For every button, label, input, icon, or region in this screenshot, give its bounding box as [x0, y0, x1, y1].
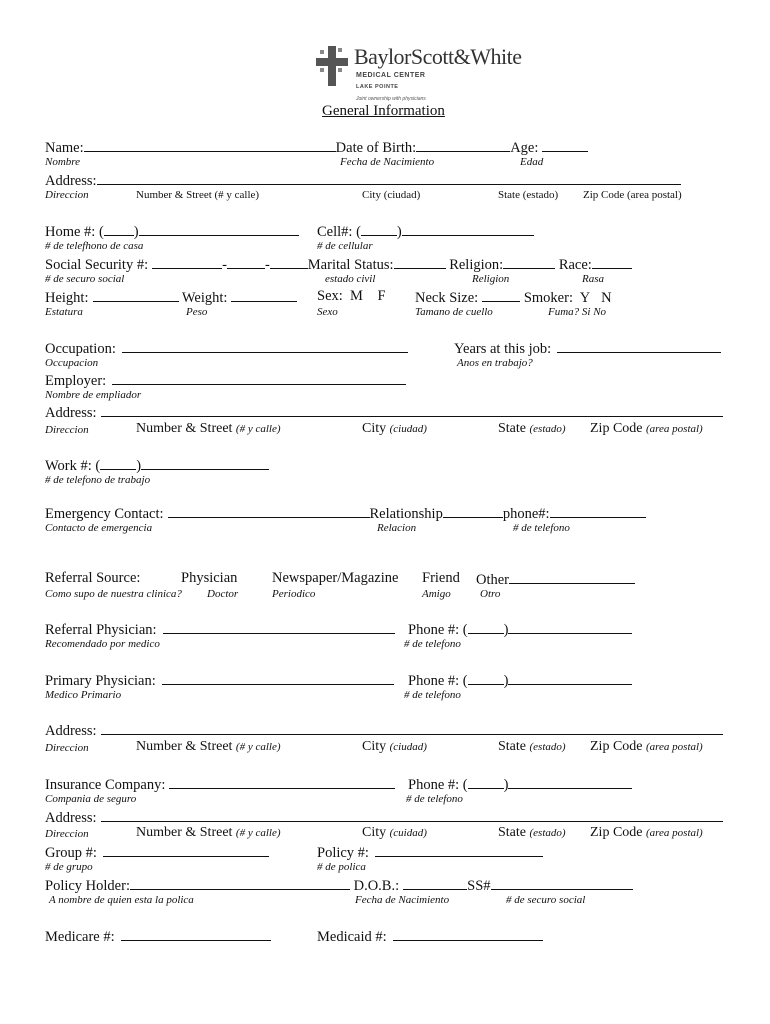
- occupation-row: [45, 339, 408, 358]
- dob2-label: D.O.B.:: [353, 878, 400, 894]
- weight-sub: Peso: [186, 306, 208, 318]
- group-row: [45, 843, 269, 862]
- medicaid-field[interactable]: [393, 927, 543, 941]
- dob2-sub: Fecha de Nacimiento: [355, 894, 450, 906]
- insphone-label: Phone #: (: [408, 777, 468, 793]
- race-label: Race:: [558, 257, 592, 273]
- primphone-close: ): [503, 673, 509, 689]
- sex-f-option[interactable]: F: [377, 288, 386, 304]
- medicaid-row: [317, 927, 543, 946]
- address4-zip: Zip Code (area postal): [590, 825, 703, 840]
- ss-field[interactable]: [491, 876, 633, 890]
- address3-street: Number & Street (# y calle): [136, 739, 281, 754]
- ssn-dash2: -: [264, 257, 270, 273]
- age-label: Age:: [510, 140, 539, 156]
- referral-sub: Como supo de nuestra clinica?: [45, 588, 182, 600]
- dob-sub: Fecha de Nacimiento: [340, 156, 435, 168]
- address1-field[interactable]: [97, 171, 681, 185]
- ssn-field-2[interactable]: [227, 255, 265, 269]
- refphone-close: ): [503, 622, 509, 638]
- insphone-sub: # de telefono: [406, 793, 463, 805]
- address3-zip: Zip Code (area postal): [590, 739, 703, 754]
- employer-label: Employer:: [45, 373, 107, 389]
- refphone-area-field[interactable]: [468, 620, 504, 634]
- primphone-row: [408, 671, 632, 690]
- primphys-sub: Medico Primario: [45, 689, 122, 701]
- home-close: ): [133, 224, 139, 240]
- marital-label: Marital Status:: [307, 257, 394, 273]
- logo-name: BaylorScott&White: [354, 44, 522, 69]
- referral-friend-option[interactable]: Friend: [422, 570, 460, 586]
- ss-label: SS#: [467, 878, 491, 894]
- name-field[interactable]: [84, 138, 336, 152]
- address3-sub: Direccion: [45, 742, 89, 754]
- dob-label: Date of Birth:: [335, 140, 417, 156]
- occupation-sub: Occupacion: [45, 357, 99, 369]
- address1-sub: Direccion: [45, 189, 89, 201]
- medicare-label: Medicare #:: [45, 929, 115, 945]
- work-row: [45, 456, 269, 475]
- address1-label: Address:: [45, 173, 97, 189]
- work-close: ): [136, 458, 142, 474]
- age-field[interactable]: [542, 138, 588, 152]
- neck-label: Neck Size:: [415, 290, 479, 306]
- insphone-row: [408, 775, 632, 794]
- employer-row: [45, 371, 406, 390]
- neck-row: [415, 288, 612, 307]
- years-label: Years at this job:: [454, 341, 552, 357]
- logo-line2: LAKE POINTE: [356, 84, 399, 90]
- years-field[interactable]: [557, 339, 721, 353]
- address1-street: Number & Street (# y calle): [136, 189, 260, 201]
- primphys-label: Primary Physician:: [45, 673, 156, 689]
- ss-sub: # de securo social: [506, 894, 586, 906]
- holder-sub: A nombre de quien esta la polica: [49, 894, 194, 906]
- referral-other-row: [476, 570, 635, 589]
- emergency-sub: Contacto de emergencia: [45, 522, 153, 534]
- policy-label: Policy #:: [317, 845, 369, 861]
- religion-field[interactable]: [503, 255, 555, 269]
- address4-state: State (estado): [498, 825, 566, 840]
- relationship-label: Relationship: [369, 506, 443, 522]
- address2-street: Number & Street (# y calle): [136, 421, 281, 436]
- logo-line1: MEDICAL CENTER: [356, 72, 426, 79]
- group-field[interactable]: [103, 843, 269, 857]
- ssn-field-1[interactable]: [152, 255, 222, 269]
- address2-city: City (ciudad): [362, 421, 427, 436]
- address4-street: Number & Street (# y calle): [136, 825, 281, 840]
- cross-logo-icon: [316, 46, 352, 86]
- policy-row: [317, 843, 543, 862]
- address4-label: Address:: [45, 810, 97, 826]
- ssn-field-3[interactable]: [270, 255, 308, 269]
- insphone-close: ): [503, 777, 509, 793]
- smoker-y-option[interactable]: Y: [579, 290, 591, 306]
- emergency-row: [45, 504, 646, 523]
- occupation-label: Occupation:: [45, 341, 116, 357]
- race-field[interactable]: [592, 255, 632, 269]
- holder-label: Policy Holder:: [45, 878, 130, 894]
- referral-other-field[interactable]: [509, 570, 635, 584]
- home-area-field[interactable]: [104, 222, 134, 236]
- race-sub: Rasa: [582, 273, 604, 285]
- dob-field[interactable]: [416, 138, 510, 152]
- address3-label: Address:: [45, 723, 97, 739]
- medicare-field[interactable]: [121, 927, 271, 941]
- religion-sub: Religion: [472, 273, 510, 285]
- weight-field[interactable]: [231, 288, 297, 302]
- marital-sub: estado civil: [325, 273, 376, 285]
- emergency-label: Emergency Contact:: [45, 506, 164, 522]
- cell-label: Cell#: (: [317, 224, 361, 240]
- referral-sub-amigo: Amigo: [422, 588, 451, 600]
- address4-sub: Direccion: [45, 828, 89, 840]
- occupation-field[interactable]: [122, 339, 408, 353]
- home-sub: # de telefhono de casa: [45, 240, 144, 252]
- address1-row: [45, 171, 681, 190]
- refphone-row: [408, 620, 632, 639]
- referral-other-option[interactable]: Other: [476, 572, 510, 588]
- address4-field[interactable]: [101, 808, 723, 822]
- referral-sub-doctor: Doctor: [207, 588, 239, 600]
- ephone-field[interactable]: [550, 504, 646, 518]
- ssn-row: [45, 255, 632, 274]
- address3-city: City (ciudad): [362, 739, 427, 754]
- sex-label: Sex:: [317, 288, 343, 304]
- neck-sub: Tamano de cuello: [415, 306, 493, 318]
- primphone-sub: # de telefono: [404, 689, 461, 701]
- refphys-sub: Recomendado por medico: [45, 638, 160, 650]
- medicare-row: [45, 927, 271, 946]
- address1-zip: Zip Code (area postal): [583, 189, 682, 201]
- address2-zip: Zip Code (area postal): [590, 421, 703, 436]
- employer-field[interactable]: [112, 371, 406, 385]
- insphone-number-field[interactable]: [508, 775, 632, 789]
- height-field[interactable]: [93, 288, 179, 302]
- address1-city: City (ciudad): [362, 189, 421, 201]
- referral-sub-otro: Otro: [480, 588, 501, 600]
- address3-row: [45, 721, 723, 740]
- height-label: Height:: [45, 290, 89, 306]
- neck-field[interactable]: [482, 288, 520, 302]
- sex-sub: Sexo: [317, 306, 338, 318]
- height-row: [45, 288, 297, 307]
- emergency-field[interactable]: [168, 504, 370, 518]
- address3-state: State (estado): [498, 739, 566, 754]
- refphys-field[interactable]: [163, 620, 395, 634]
- height-sub: Estatura: [45, 306, 83, 318]
- address1-state: State (estado): [498, 189, 559, 201]
- address2-row: [45, 403, 723, 422]
- age-sub: Edad: [520, 156, 544, 168]
- years-sub: Anos en trabajo?: [457, 357, 533, 369]
- home-number-field[interactable]: [139, 222, 299, 236]
- insurance-row: [45, 775, 395, 794]
- referral-label: Referral Source:: [45, 570, 141, 586]
- insurance-sub: Compania de seguro: [45, 793, 137, 805]
- refphys-label: Referral Physician:: [45, 622, 157, 638]
- cell-number-field[interactable]: [402, 222, 534, 236]
- ssn-dash1: -: [222, 257, 227, 273]
- group-label: Group #:: [45, 845, 97, 861]
- referral-physician-option[interactable]: Physician: [181, 570, 238, 586]
- marital-field[interactable]: [394, 255, 446, 269]
- name-sub: Nombre: [45, 156, 81, 168]
- referral-newspaper-option[interactable]: Newspaper/Magazine: [272, 570, 399, 586]
- primphone-label: Phone #: (: [408, 673, 468, 689]
- home-label: Home #: (: [45, 224, 104, 240]
- primphone-number-field[interactable]: [508, 671, 632, 685]
- cell-row: [317, 222, 534, 241]
- refphone-number-field[interactable]: [508, 620, 632, 634]
- holder-field[interactable]: [130, 876, 350, 890]
- relationship-sub: Relacion: [377, 522, 417, 534]
- ssn-label: Social Security #:: [45, 257, 149, 273]
- page-title: General Information: [322, 103, 445, 119]
- address3-field[interactable]: [101, 721, 723, 735]
- insphone-area-field[interactable]: [468, 775, 504, 789]
- smoker-label: Smoker:: [523, 290, 573, 306]
- name-label: Name:: [45, 140, 84, 156]
- refphone-sub: # de telefono: [404, 638, 461, 650]
- insurance-label: Insurance Company:: [45, 777, 166, 793]
- work-sub: # de telefono de trabajo: [45, 474, 151, 486]
- years-row: [454, 339, 721, 358]
- ephone-sub: # de telefono: [513, 522, 570, 534]
- address2-sub: Direccion: [45, 424, 89, 436]
- insurance-field[interactable]: [169, 775, 395, 789]
- weight-label: Weight:: [181, 290, 228, 306]
- work-label: Work #: (: [45, 458, 101, 474]
- cell-area-field[interactable]: [361, 222, 397, 236]
- refphone-label: Phone #: (: [408, 622, 468, 638]
- cell-sub: # de cellular: [317, 240, 373, 252]
- work-area-field[interactable]: [100, 456, 136, 470]
- referral-sub-periodico: Periodico: [272, 588, 316, 600]
- primphys-field[interactable]: [162, 671, 394, 685]
- address2-label: Address:: [45, 405, 97, 421]
- smoker-n-option[interactable]: N: [601, 290, 612, 306]
- relationship-field[interactable]: [443, 504, 503, 518]
- primphone-area-field[interactable]: [468, 671, 504, 685]
- ephone-label: phone#:: [502, 506, 550, 522]
- logo-line3: Joint ownership with physicians: [356, 96, 426, 102]
- logo: [316, 44, 526, 106]
- dob2-field[interactable]: [403, 876, 467, 890]
- address2-field[interactable]: [101, 403, 723, 417]
- medicaid-label: Medicaid #:: [317, 929, 387, 945]
- refphys-row: [45, 620, 395, 639]
- address2-state: State (estado): [498, 421, 566, 436]
- religion-label: Religion:: [449, 257, 504, 273]
- primphys-row: [45, 671, 394, 690]
- address4-city: City (cuidad): [362, 825, 427, 840]
- group-sub: # de grupo: [45, 861, 93, 873]
- policy-sub: # de polica: [317, 861, 366, 873]
- holder-row: [45, 876, 633, 895]
- work-number-field[interactable]: [141, 456, 269, 470]
- sex-m-option[interactable]: M: [350, 288, 363, 304]
- employer-sub: Nombre de empliador: [45, 389, 142, 401]
- policy-field[interactable]: [375, 843, 543, 857]
- home-row: [45, 222, 299, 241]
- smoker-sub: Fuma? Si No: [548, 306, 607, 318]
- name-row: [45, 138, 588, 157]
- ssn-sub: # de securo social: [45, 273, 125, 285]
- cell-close: ): [396, 224, 402, 240]
- sex-row: [317, 288, 386, 305]
